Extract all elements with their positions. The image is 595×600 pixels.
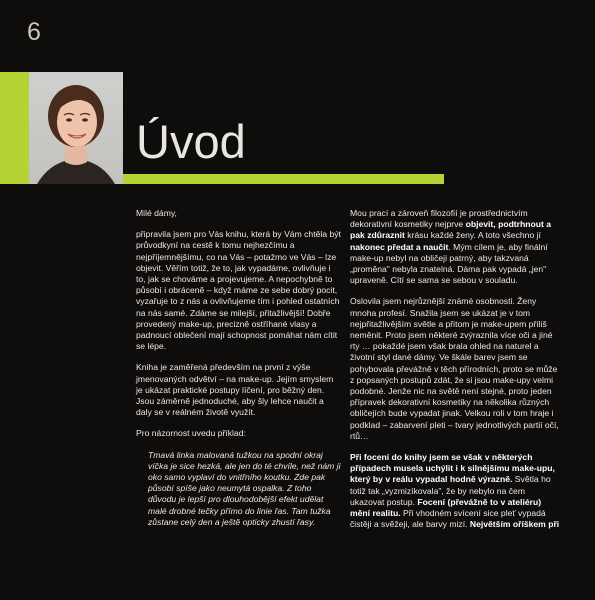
greeting: Milé dámy, (136, 208, 177, 218)
portrait-illustration (29, 72, 123, 184)
paragraph: připravila jsem pro Vás knihu, která by Vám chtěla být průvodkyní na cestě k tomu nejhezčímu a nejpříjemnějšímu, co na Vás – potažmo ve Vás – lze objevit. Věřím totiž, že to, jak vypadáme, ovlivňuje i to, jak se chováme a projevujeme. A nepochybně to působí i obráceně – když máme ze sebe dobrý pocit, vyzařuje to z nás a ovlivňujeme tím i pohled ostatních na nás samé. Zdáme se milejší, přitažlivější! Dobře provedený make-up, precizně ostříhané vlasy a padnoucí oblečení mají schopnost pomáhat nám cítit se lépe. (136, 229, 341, 352)
example-quote (136, 450, 341, 528)
page-number: 6 (27, 18, 41, 46)
title-underline (123, 174, 444, 184)
text-run: Světla ho totiž tak „vyzmizíkovala", že by nebylo na čem ukazovat postup. (350, 474, 551, 507)
paragraph: Pro názornost uvedu příklad: (136, 428, 246, 439)
bold-run: Největším oříškem při (469, 519, 560, 530)
bold-run: nakonec předat a naučit (350, 241, 449, 252)
bold-run: Focení (převážně to v ateliéru) mění realitu. (350, 496, 542, 519)
accent-block (0, 72, 29, 184)
paragraph: Oslovila jsem nejrůznější známé osobnosti. Ženy mnoha profesí. Snažila jsem se ukázat je v tom nejpřitažlivějším světle a přitom je make-upem příliš neměnit. Proto jsem některé zvýraznila více oči a jiné rty … pokaždé jsem však brala ohled na naturel a životní styl dané dámy. Ve škále barev jsem se pohybovala převážně v těch přírodních, proto se může z popsaných postupů zdát, že si jsou make-upy velmi podobné. Jenže nic na světě není stejné, proto jeden přípravek dekorativní kosmetiky na několika různých obličejích bude vypadat jinak. Velkou roli v tom hraje i podklad – zabarvení pleti – tvary jednotlivých partií očí, rtů… (350, 296, 559, 441)
bold-run: objevit, podtrhnout a pak zdůraznit (350, 219, 552, 241)
text-run: Při vhodném svícení sice pleť vypadá čistěji a svěžeji, ale barvy mizí. (350, 508, 546, 530)
bold-run: Při focení do knihy jsem se však v některých případech musela uchýlit i k silnějšímu make-upu, který by v reálu vypadal hodně výrazně. (350, 452, 555, 485)
paragraph (350, 452, 560, 530)
text-run: krásu každé ženy. A toto všechno jí (404, 230, 541, 241)
page-title: Úvod (136, 115, 246, 168)
left-column (136, 208, 341, 538)
right-column (350, 208, 560, 540)
portrait-photo (29, 72, 123, 184)
text-run: . Mým cílem je, aby finální make-up nebyl na obličeji patrný, aby takzvaná „proměna" nebyla znatelná. Dáma pak vypadá „jen" upraveně. Cítí se sama se sebou v souladu. (350, 241, 548, 286)
paragraph (350, 208, 560, 286)
text-run: Mou prací a zároveň filozofií je prostřednictvím dekorativní kosmetiky nejprve (350, 208, 528, 230)
paragraph: Kniha je zaměřená především na první z výše jmenovaných odvětví – na make-up. Jejím smyslem je ukázat praktické postupy líčení, pro běžný den. Jsou záměrně jednoduché, aby šly lehce naučit a daly se v reálném životě využít. (136, 362, 334, 418)
quote-text: Tmavá linka malovaná tužkou na spodní okraj víčka je sice hezká, ale jen do té chvíle, než nám ji oko samo vyplaví do vnitřního koutku. Zde pak působí spíše jako neumytá ospalka. Z toho důvodu je lepší pro dlouhodobější efekt udělat malé drobné tečky přímo do linie řas. Tam tužka zůstane celý den a ještě opticky zhustí řasy. (148, 449, 341, 527)
